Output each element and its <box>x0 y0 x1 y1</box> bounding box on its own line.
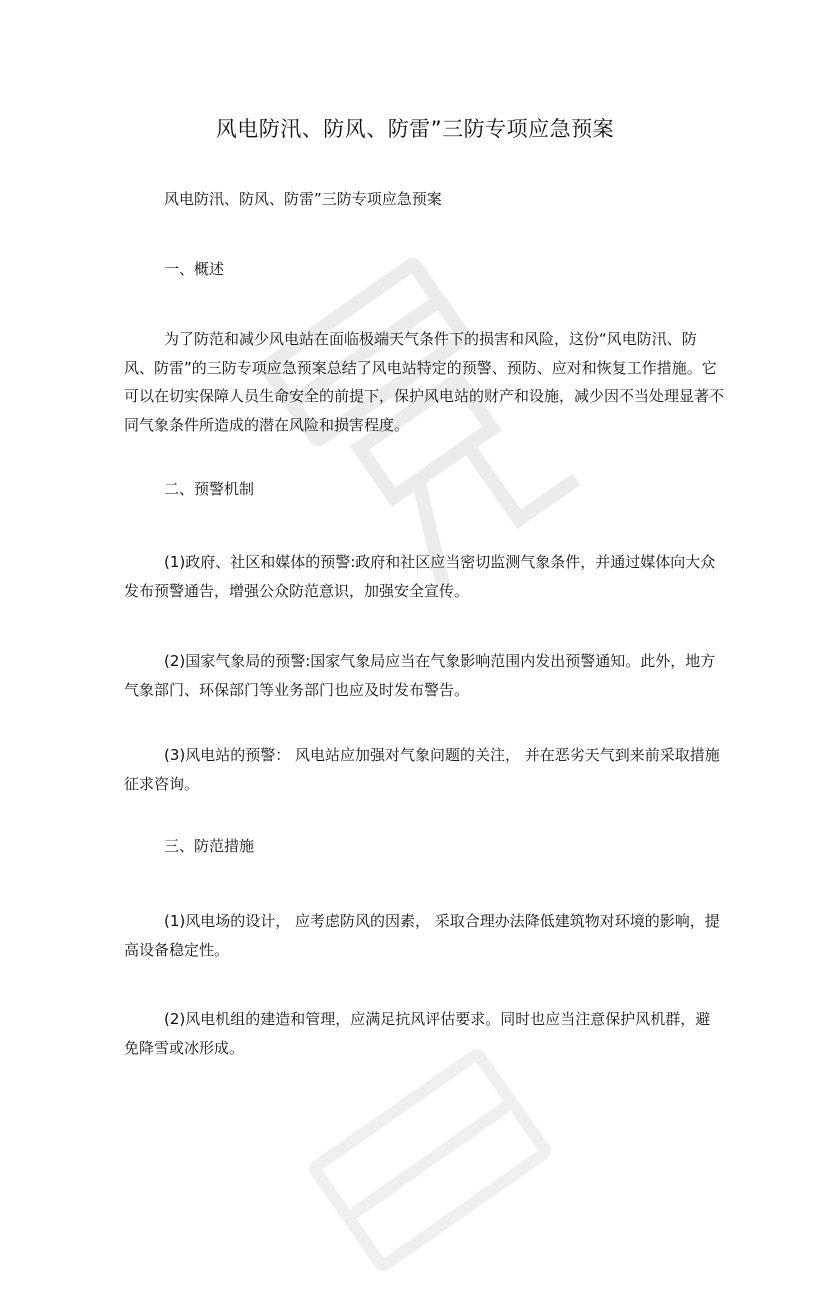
section-heading-warning: 二、预警机制 <box>164 480 255 498</box>
section-heading-overview: 一、概述 <box>164 260 225 278</box>
paragraph-prevention-1: (1)风电场的设计， 应考虑防风的因素， 采取合理办法降低建筑物对环境的影响，提高设备稳定性。 <box>124 912 720 959</box>
section-heading-prevention: 三、防范措施 <box>164 837 255 855</box>
paragraph-warning-2: (2)国家气象局的预警:国家气象局应当在气象影响范围内发出预警通知。此外，地方气象部门、环保部门等业务部门也应及时发布警告。 <box>124 652 716 699</box>
paragraph-prevention-2: (2)风电机组的建造和管理，应满足抗风评估要求。同时也应当注意保护风机群，避免降雪或冰形成。 <box>124 1010 711 1057</box>
document-subtitle: 风电防汛、防风、防雷”三防专项应急预案 <box>164 190 442 208</box>
paragraph-warning-1: (1)政府、社区和媒体的预警:政府和社区应当密切监测气象条件，并通过媒体向大众发布预警通告，增强公众防范意识，加强安全宣传。 <box>124 553 716 600</box>
paragraph-warning-3: (3)风电站的预警： 风电站应加强对气象问题的关注， 并在恶劣天气到来前采取措施征求咨询。 <box>124 746 720 793</box>
paragraph-overview: 为了防范和减少风电站在面临极端天气条件下的损害和风险，这份“风电防汛、防风、防雷”的三防专项应急预案总结了风电站特定的预警、预防、应对和恢复工作措施。它可以在切实保障人员生命安全的前提下，保护风电站的财产和设施，减少因不当处理显著不同气象条件所造成的潜在风险和损害程度。 <box>124 330 725 434</box>
document-title: 风电防汛、防风、防雷”三防专项应急预案 <box>215 117 615 141</box>
